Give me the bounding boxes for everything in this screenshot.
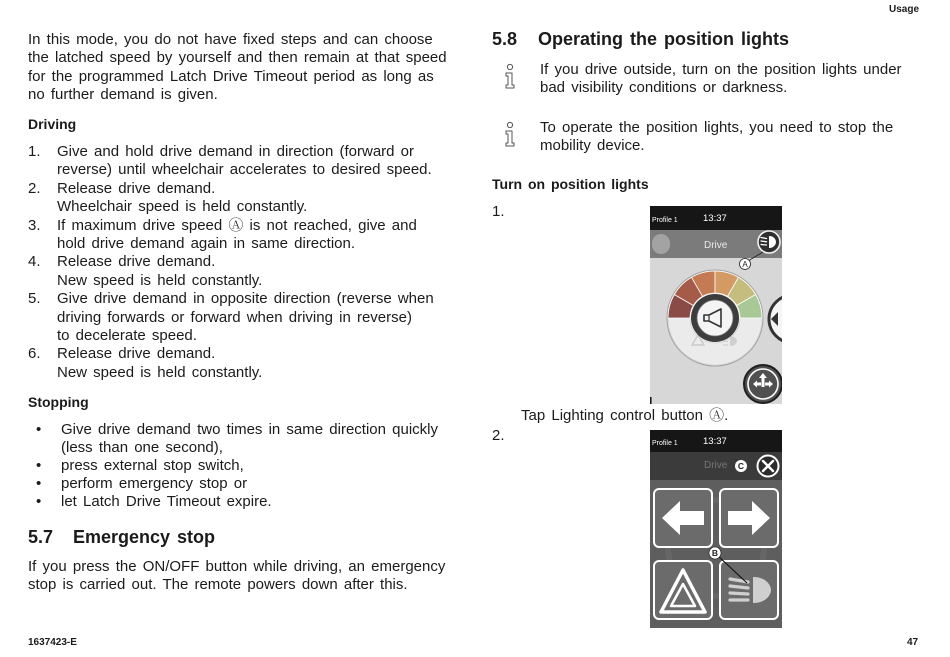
text-line: New speed is held constantly. <box>57 271 263 289</box>
callout-letter: C <box>737 461 745 471</box>
list-item <box>28 475 438 493</box>
section-heading-position-lights <box>492 28 789 50</box>
stopping-heading: Stopping <box>28 394 89 410</box>
text-line: Release drive demand. <box>57 179 216 197</box>
status-bar <box>650 206 782 230</box>
item-text <box>61 421 438 457</box>
step-number: 2. <box>28 179 41 197</box>
clock: 13:37 <box>703 436 727 447</box>
intro-paragraph <box>28 31 447 105</box>
text-line: mobility device. <box>540 137 645 155</box>
driving-step-5 <box>28 290 434 345</box>
step-text <box>57 345 262 382</box>
turn-on-lights-heading: Turn on position lights <box>492 176 649 192</box>
item-text <box>61 493 272 511</box>
info-icon <box>503 121 517 147</box>
running-header: Usage <box>889 4 920 15</box>
text-line: Wheelchair speed is held constantly. <box>57 198 308 216</box>
position-light-button <box>720 561 778 619</box>
text-line: To operate the position lights, you need to stop the <box>540 119 894 136</box>
step-text <box>57 143 432 180</box>
section-number: 5.8 <box>492 29 518 49</box>
text-line: Give drive demand in opposite direction (reverse when <box>57 290 434 308</box>
bullet: • <box>36 475 42 492</box>
procedure-step-number <box>492 427 505 445</box>
text-line: let Latch Drive Timeout expire. <box>61 493 272 510</box>
text-line: New speed is held constantly. <box>57 363 263 381</box>
joystick-icon <box>744 365 782 403</box>
turn-right-button <box>720 489 778 547</box>
document-number: 1637423-E <box>28 637 77 648</box>
section-heading-emergency-stop <box>28 526 215 548</box>
text-line: the latched speed by yourself and then remain at that speed <box>28 49 447 67</box>
driving-heading: Driving <box>28 116 77 132</box>
mode-label: Drive <box>704 240 728 251</box>
driving-step-6 <box>28 345 434 382</box>
driving-step-4 <box>28 253 434 290</box>
text-line: press external stop switch, <box>61 457 244 474</box>
driving-step-2 <box>28 180 434 217</box>
mode-label: Drive <box>704 460 728 471</box>
step-number: 4. <box>28 253 41 271</box>
turn-left-button <box>654 489 712 547</box>
procedure-step-number <box>492 203 505 221</box>
text-line: In this mode, you do not have fixed steps and can choose <box>28 31 433 48</box>
text-line: bad visibility conditions or darkness. <box>540 79 788 97</box>
stopping-list <box>28 421 438 511</box>
driving-step-3 <box>28 217 434 254</box>
hazard-button <box>654 561 712 619</box>
page-number: 47 <box>907 637 919 648</box>
callout-letter: B <box>711 548 719 558</box>
step-number: 1. <box>28 143 41 160</box>
list-item <box>28 493 438 511</box>
text-line: (less than one second), <box>61 439 223 456</box>
driving-steps <box>28 143 434 382</box>
callout-c <box>735 460 747 472</box>
step-text <box>57 217 417 254</box>
step-text <box>57 290 434 345</box>
text-line: Release drive demand. <box>57 253 216 271</box>
emergency-paragraph <box>28 558 445 595</box>
text-line: no further demand is given. <box>28 86 218 104</box>
list-item <box>28 457 438 475</box>
item-text <box>61 475 247 493</box>
step-number: 3. <box>28 216 41 234</box>
note-stop-device <box>540 119 893 156</box>
profile-label: Profile 1 <box>652 217 678 224</box>
text-line: reverse) until wheelchair accelerates to desired speed. <box>57 161 432 179</box>
speed-gauge <box>667 270 763 366</box>
text-line: driving forwards or forward when driving in reverse) <box>57 308 412 326</box>
remote-screenshot-lighting-menu <box>650 430 782 628</box>
step-caption <box>521 407 728 425</box>
text-line: hold drive demand again in same direction. <box>57 234 356 252</box>
item-text <box>61 457 244 475</box>
info-icon <box>503 63 517 89</box>
note-outdoor-visibility <box>540 61 902 98</box>
text-line: Give and hold drive demand in direction (forward or <box>57 143 415 160</box>
text-line: Tap Lighting control button Ⓐ. <box>521 407 729 424</box>
step-number: 1. <box>492 203 505 220</box>
bullet: • <box>36 457 42 474</box>
text-line: Give drive demand two times in same direction quickly <box>61 421 438 438</box>
step-number: 2. <box>492 427 505 444</box>
step-text <box>57 253 262 290</box>
lighting-control-icon <box>758 231 780 253</box>
close-icon <box>758 456 779 477</box>
text-line: If you press the ON/OFF button while driving, an emergency <box>28 558 446 575</box>
remote-screenshot-drive <box>650 206 782 404</box>
status-bar <box>650 430 782 452</box>
callout-letter: A <box>742 260 748 269</box>
bullet: • <box>36 421 42 438</box>
text-line: perform emergency stop or <box>61 475 248 492</box>
list-item <box>28 421 438 457</box>
step-text <box>57 180 307 217</box>
clock: 13:37 <box>703 213 727 224</box>
text-line: If you drive outside, turn on the position lights under <box>540 61 902 78</box>
text-line: Release drive demand. <box>57 345 216 363</box>
step-number: 5. <box>28 290 41 308</box>
driving-step-1 <box>28 143 434 180</box>
profile-label: Profile 1 <box>652 440 678 447</box>
text-line: to decelerate speed. <box>57 326 197 344</box>
text-line: stop is carried out. The remote powers down after this. <box>28 576 408 594</box>
section-title: Operating the position lights <box>538 29 789 49</box>
text-line: If maximum drive speed Ⓐ is not reached, give and <box>57 216 417 234</box>
step-number: 6. <box>28 345 41 363</box>
section-number: 5.7 <box>28 527 54 547</box>
bullet: • <box>36 493 42 510</box>
text-line: for the programmed Latch Drive Timeout period as long as <box>28 67 434 85</box>
section-title: Emergency stop <box>73 527 216 547</box>
